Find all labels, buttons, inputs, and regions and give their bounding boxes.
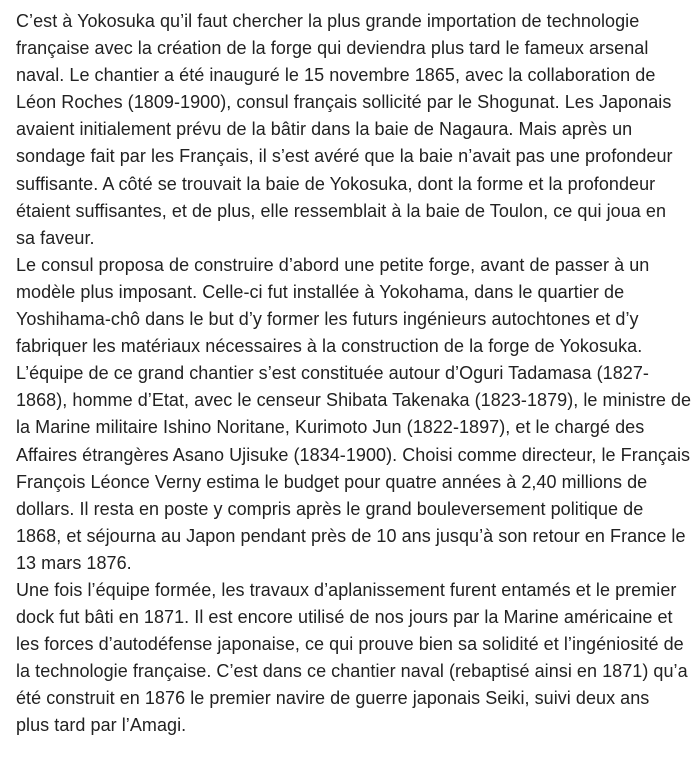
paragraph-yokosuka-arsenal: C’est à Yokosuka qu’il faut chercher la plus grande importation de technologie française avec la création de la forge qui deviendra plus tard le fameux arsenal naval. Le chantier a été inauguré le 15 novembre 1865, avec la collaboration de Léon Roches (1809-1900), consul français sollicité par le Shogunat. Les Japonais avaient initialement prévu de la bâtir dans la baie de Nagaura. Mais après un sondage fait par les Français, il s’est avéré que la baie n’avait pas une profondeur suffisante. A côté se trouvait la baie de Yokosuka, dont la forme et la profondeur étaient suffisantes, et de plus, elle ressemblait à la baie de Toulon, ce qui joua en sa faveur. <box>16 11 673 248</box>
article-body <box>16 8 696 740</box>
paragraph-first-forge: Le consul proposa de construire d’abord une petite forge, avant de passer à un modèle plus imposant. Celle-ci fut installée à Yokohama, dans le quartier de Yoshihama-chô dans le but d’y former les futurs ingénieurs autochtones et d’y fabriquer les matériaux nécessaires à la construction de la forge de Yokosuka. <box>16 254 650 357</box>
paragraph-first-dock: Une fois l’équipe formée, les travaux d’aplanissement furent entamés et le premier dock fut bâti en 1871. Il est encore utilisé de nos jours par la Marine américaine et les forces d’autodéfense japonaise, ce qui prouve bien sa solidité et l’ingéniosité de la technologie française. C’est dans ce chantier naval (rebaptisé ainsi en 1871) qu’a été construit en 1876 le premier navire de guerre japonais Seiki, suivi deux ans plus tard par l’Amagi. <box>16 579 688 736</box>
paragraph-team-budget: L’équipe de ce grand chantier s’est constituée autour d’Oguri Tadamasa (1827- 1868), homme d’Etat, avec le censeur Shibata Takenaka (1823-1879), le ministre de la Marine militaire Ishino Noritane, Kurimoto Jun (1822-1897), et le chargé des Affaires étrangères Asano Ujisuke (1834-1900). Choisi comme directeur, le Français François Léonce Verny estima le budget pour quatre années à 2,40 millions de dollars. Il resta en poste y compris après le grand bouleversement politique de 1868, et séjourna au Japon pendant près de 10 ans jusqu’à son retour en France le 13 mars 1876. <box>16 363 692 573</box>
